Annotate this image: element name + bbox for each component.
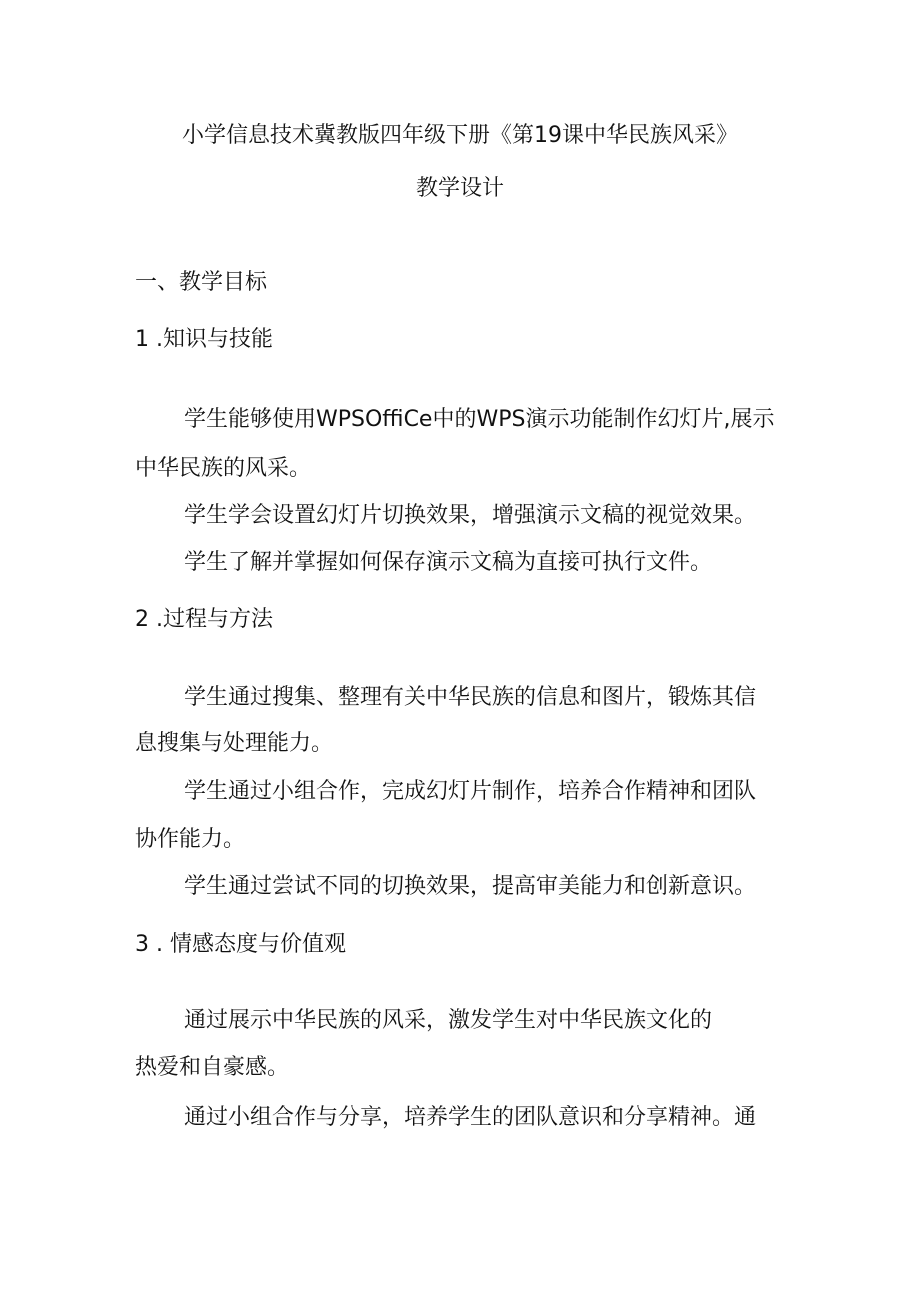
paragraph-line: 协作能力。 bbox=[135, 827, 246, 852]
paragraph-line: 学生能够使用WPSOffiCe中的WPS演示功能制作幻灯片,展示 bbox=[184, 407, 775, 432]
document-title-line2: 教学设计 bbox=[415, 176, 504, 201]
paragraph-line: 学生学会设置幻灯片切换效果，增强演示文稿的视觉效果。 bbox=[184, 503, 757, 528]
section-heading-teaching-goals: 一、教学目标 bbox=[135, 270, 268, 295]
paragraph-line: 学生通过尝试不同的切换效果，提高审美能力和创新意识。 bbox=[184, 874, 757, 899]
subheading-attitude-values: 3 . 情感态度与价值观 bbox=[135, 932, 346, 957]
paragraph-line: 学生通过搜集、整理有关中华民族的信息和图片，锻炼其信 bbox=[184, 685, 757, 710]
paragraph-line: 热爱和自豪感。 bbox=[135, 1055, 290, 1080]
subheading-knowledge-skills: 1 .知识与技能 bbox=[135, 327, 273, 352]
paragraph-line: 学生通过小组合作，完成幻灯片制作，培养合作精神和团队 bbox=[184, 779, 757, 804]
subheading-process-methods: 2 .过程与方法 bbox=[135, 607, 273, 632]
paragraph-line: 通过小组合作与分享，培养学生的团队意识和分享精神。通 bbox=[184, 1105, 757, 1130]
document-title-line1: 小学信息技术冀教版四年级下册《第19课中华民族风采》 bbox=[182, 123, 738, 148]
paragraph-line: 通过展示中华民族的风采，激发学生对中华民族文化的 bbox=[184, 1008, 713, 1033]
paragraph-line: 中华民族的风采。 bbox=[135, 456, 312, 481]
paragraph-line: 息搜集与处理能力。 bbox=[135, 731, 334, 756]
paragraph-line: 学生了解并掌握如何保存演示文稿为直接可执行文件。 bbox=[184, 550, 713, 575]
